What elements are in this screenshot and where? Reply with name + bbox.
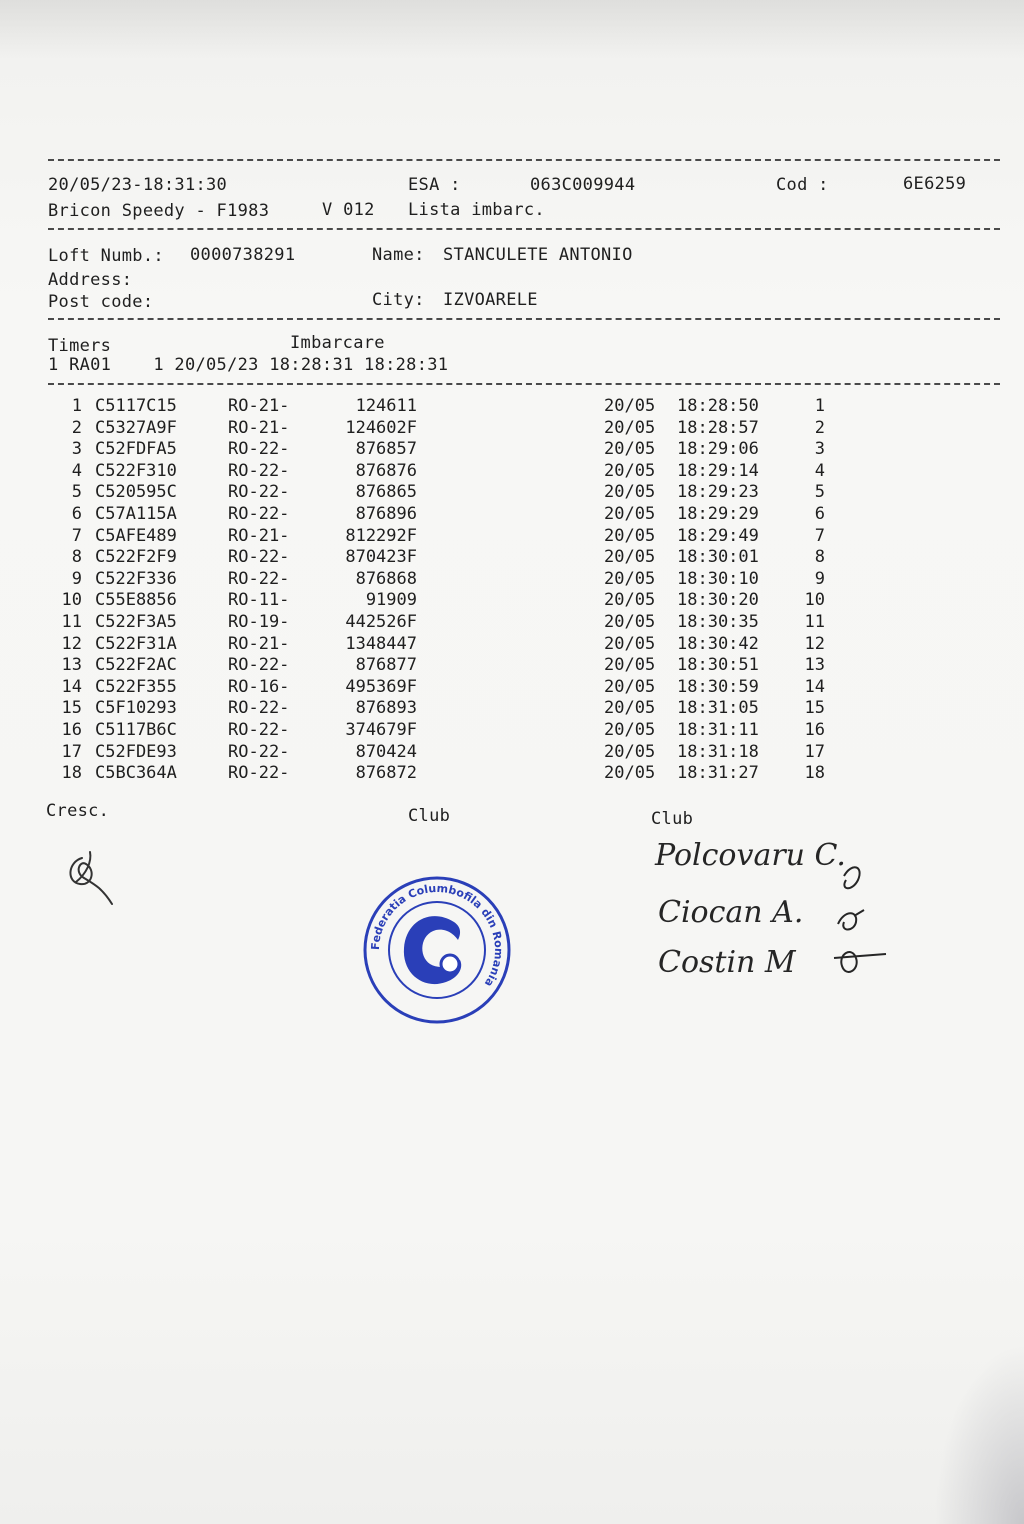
device-name: Bricon Speedy - F1983 [48, 201, 270, 221]
print-timestamp: 20/05/23-18:31:30 [48, 175, 228, 195]
arrival-rank: 14 [804, 676, 825, 697]
arrival-date: 20/05 [604, 525, 656, 546]
cod-label: Cod : [776, 175, 829, 195]
bird-row [0, 504, 1024, 525]
bird-ring-number: 876877 [355, 655, 417, 676]
bird-index: 11 [61, 612, 82, 632]
bird-ring-prefix: RO-22- [228, 698, 290, 719]
cresc-label: Cresc. [46, 801, 110, 821]
bird-ring-number: 442526F [345, 612, 417, 632]
scan-shadow [0, 0, 1024, 60]
name-label: Name: [372, 245, 425, 265]
bird-chip-code: C5AFE489 [95, 525, 177, 546]
bird-row [0, 418, 1024, 439]
bird-ring-prefix: RO-22- [228, 482, 290, 503]
arrival-rank: 13 [804, 655, 825, 676]
bird-row [0, 396, 1024, 417]
bird-chip-code: C52FDE93 [95, 741, 177, 762]
arrival-rank: 15 [804, 698, 825, 719]
arrival-date: 20/05 [604, 612, 656, 632]
bird-ring-prefix: RO-22- [228, 655, 290, 676]
bird-index: 3 [71, 439, 82, 460]
bird-ring-prefix: RO-19- [228, 612, 290, 632]
arrival-rank: 6 [814, 504, 825, 524]
bird-index: 2 [71, 417, 82, 438]
bird-row [0, 655, 1024, 676]
arrival-date: 20/05 [604, 396, 656, 416]
postcode-label: Post code: [48, 292, 154, 312]
esa-value: 063C009944 [530, 175, 636, 195]
bird-index: 8 [71, 547, 82, 568]
arrival-time: 18:29:29 [677, 504, 759, 524]
arrival-date: 20/05 [604, 460, 656, 481]
arrival-rank: 9 [814, 568, 825, 589]
bird-ring-number: 1348447 [345, 633, 417, 654]
bird-index: 12 [61, 633, 82, 654]
arrival-rank: 3 [814, 439, 825, 460]
arrival-rank: 17 [804, 741, 825, 762]
arrival-rank: 16 [804, 720, 825, 740]
timers-label: Timers [48, 336, 112, 356]
arrival-date: 20/05 [604, 763, 656, 784]
club-signature-2: Ciocan A. [658, 895, 804, 930]
bird-ring-number: 124602F [345, 417, 417, 438]
bird-chip-code: C522F355 [95, 676, 177, 697]
bird-ring-prefix: RO-21- [228, 417, 290, 438]
timer-line: 1 RA01 1 20/05/23 18:28:31 18:28:31 [48, 355, 449, 375]
bird-index: 14 [61, 676, 82, 697]
arrival-time: 18:30:20 [677, 590, 759, 611]
bird-index: 13 [61, 655, 82, 676]
bird-row [0, 677, 1024, 698]
list-title: Lista imbarc. [408, 200, 545, 220]
bird-index: 10 [61, 590, 82, 611]
bird-chip-code: C522F2F9 [95, 547, 177, 568]
bird-chip-code: C55E8856 [95, 590, 177, 611]
arrival-time: 18:29:14 [677, 460, 759, 481]
bird-ring-number: 91909 [365, 590, 417, 611]
arrival-date: 20/05 [604, 676, 656, 697]
bird-chip-code: C52FDFA5 [95, 439, 177, 460]
address-label: Address: [48, 270, 133, 290]
club-signature-1: Polcovaru C. [655, 838, 846, 873]
bird-ring-number: 876868 [355, 568, 417, 589]
cod-value: 6E6259 [903, 174, 967, 194]
bird-row [0, 482, 1024, 503]
club-stamp [362, 874, 512, 1026]
bird-ring-prefix: RO-21- [228, 525, 290, 546]
bird-ring-prefix: RO-16- [228, 676, 290, 697]
arrival-rank: 12 [804, 633, 825, 654]
breeder-signature [62, 848, 132, 912]
arrival-date: 20/05 [604, 590, 656, 611]
bird-ring-number: 495369F [345, 676, 417, 697]
arrival-rank: 11 [804, 612, 825, 632]
arrival-time: 18:30:01 [677, 547, 759, 568]
device-version: V 012 [322, 200, 375, 220]
bird-row [0, 590, 1024, 611]
bird-index: 17 [61, 741, 82, 762]
arrival-time: 18:30:35 [677, 612, 759, 632]
arrival-rank: 8 [814, 547, 825, 568]
arrival-time: 18:31:05 [677, 698, 759, 719]
arrival-time: 18:31:27 [677, 763, 759, 784]
arrival-date: 20/05 [604, 698, 656, 719]
arrival-time: 18:29:23 [677, 482, 759, 503]
arrival-date: 20/05 [604, 741, 656, 762]
arrival-time: 18:28:50 [677, 396, 759, 416]
bird-row [0, 742, 1024, 763]
city-label: City: [372, 290, 425, 310]
bird-ring-prefix: RO-22- [228, 439, 290, 460]
bird-row [0, 763, 1024, 784]
separator-line [48, 383, 1000, 385]
bird-ring-number: 876872 [355, 763, 417, 784]
bird-index: 9 [71, 568, 82, 589]
city-value: IZVOARELE [443, 290, 538, 310]
bird-chip-code: C522F3A5 [95, 612, 177, 632]
esa-label: ESA : [408, 175, 461, 195]
arrival-time: 18:28:57 [677, 417, 759, 438]
arrival-date: 20/05 [604, 439, 656, 460]
bird-chip-code: C57A115A [95, 504, 177, 524]
bird-ring-prefix: RO-22- [228, 763, 290, 784]
arrival-date: 20/05 [604, 655, 656, 676]
bird-ring-prefix: RO-22- [228, 460, 290, 481]
imbarcare-label: Imbarcare [290, 333, 385, 353]
club-label-right: Club [651, 809, 694, 829]
bird-ring-prefix: RO-22- [228, 504, 290, 524]
bird-chip-code: C520595C [95, 482, 177, 503]
arrival-date: 20/05 [604, 568, 656, 589]
bird-ring-number: 876896 [355, 504, 417, 524]
loft-number-value: 0000738291 [190, 245, 296, 265]
arrival-time: 18:29:49 [677, 525, 759, 546]
bird-ring-number: 812292F [345, 525, 417, 546]
bird-ring-number: 876876 [355, 460, 417, 481]
club-label-left: Club [408, 806, 451, 826]
arrival-rank: 1 [814, 396, 825, 416]
bird-ring-number: 870424 [355, 741, 417, 762]
bird-row [0, 720, 1024, 741]
arrival-time: 18:30:59 [677, 676, 759, 697]
separator-line [48, 159, 1000, 161]
arrival-time: 18:30:51 [677, 655, 759, 676]
arrival-date: 20/05 [604, 417, 656, 438]
bird-ring-prefix: RO-21- [228, 633, 290, 654]
bird-row [0, 612, 1024, 633]
bird-chip-code: C5117C15 [95, 396, 177, 416]
arrival-time: 18:30:42 [677, 633, 759, 654]
arrival-time: 18:30:10 [677, 568, 759, 589]
club-signature-3: Costin M [658, 945, 796, 980]
bird-chip-code: C5BC364A [95, 763, 177, 784]
arrival-rank: 18 [804, 763, 825, 784]
bird-ring-number: 374679F [345, 720, 417, 740]
arrival-rank: 7 [814, 525, 825, 546]
bird-ring-prefix: RO-21- [228, 396, 290, 416]
bird-chip-code: C522F2AC [95, 655, 177, 676]
bird-index: 6 [71, 504, 82, 524]
bird-ring-number: 876865 [355, 482, 417, 503]
bird-chip-code: C522F310 [95, 460, 177, 481]
arrival-time: 18:31:11 [677, 720, 759, 740]
bird-ring-prefix: RO-11- [228, 590, 290, 611]
arrival-time: 18:29:06 [677, 439, 759, 460]
bird-chip-code: C5F10293 [95, 698, 177, 719]
bird-index: 15 [61, 698, 82, 719]
bird-ring-number: 870423F [345, 547, 417, 568]
bird-chip-code: C522F31A [95, 633, 177, 654]
arrival-rank: 2 [814, 417, 825, 438]
bird-chip-code: C5117B6C [95, 720, 177, 740]
arrival-date: 20/05 [604, 547, 656, 568]
arrival-date: 20/05 [604, 633, 656, 654]
stamp-text: Federatia Columbofila din Romania [368, 881, 506, 990]
bird-row [0, 569, 1024, 590]
arrival-rank: 10 [804, 590, 825, 611]
bird-ring-number: 124611 [355, 396, 417, 416]
bird-ring-number: 876857 [355, 439, 417, 460]
bird-index: 18 [61, 763, 82, 784]
arrival-date: 20/05 [604, 720, 656, 740]
signature-marks [830, 858, 890, 988]
arrival-date: 20/05 [604, 482, 656, 503]
bird-row [0, 461, 1024, 482]
arrival-date: 20/05 [604, 504, 656, 524]
bird-ring-prefix: RO-22- [228, 741, 290, 762]
bird-row [0, 547, 1024, 568]
bird-index: 1 [71, 396, 82, 416]
bird-row [0, 439, 1024, 460]
loft-number-label: Loft Numb.: [48, 246, 164, 266]
bird-row [0, 698, 1024, 719]
scan-corner-shadow [934, 1344, 1024, 1524]
name-value: STANCULETE ANTONIO [443, 245, 633, 265]
bird-index: 16 [61, 720, 82, 740]
bird-ring-prefix: RO-22- [228, 547, 290, 568]
bird-ring-prefix: RO-22- [228, 720, 290, 740]
bird-row [0, 634, 1024, 655]
arrival-time: 18:31:18 [677, 741, 759, 762]
bird-ring-prefix: RO-22- [228, 568, 290, 589]
bird-ring-number: 876893 [355, 698, 417, 719]
separator-line [48, 228, 1000, 230]
bird-index: 4 [71, 460, 82, 481]
arrival-rank: 4 [814, 460, 825, 481]
arrival-rank: 5 [814, 482, 825, 503]
bird-chip-code: C5327A9F [95, 417, 177, 438]
bird-row [0, 526, 1024, 547]
separator-line [48, 318, 1000, 320]
bird-index: 7 [71, 525, 82, 546]
bird-index: 5 [71, 482, 82, 503]
bird-chip-code: C522F336 [95, 568, 177, 589]
